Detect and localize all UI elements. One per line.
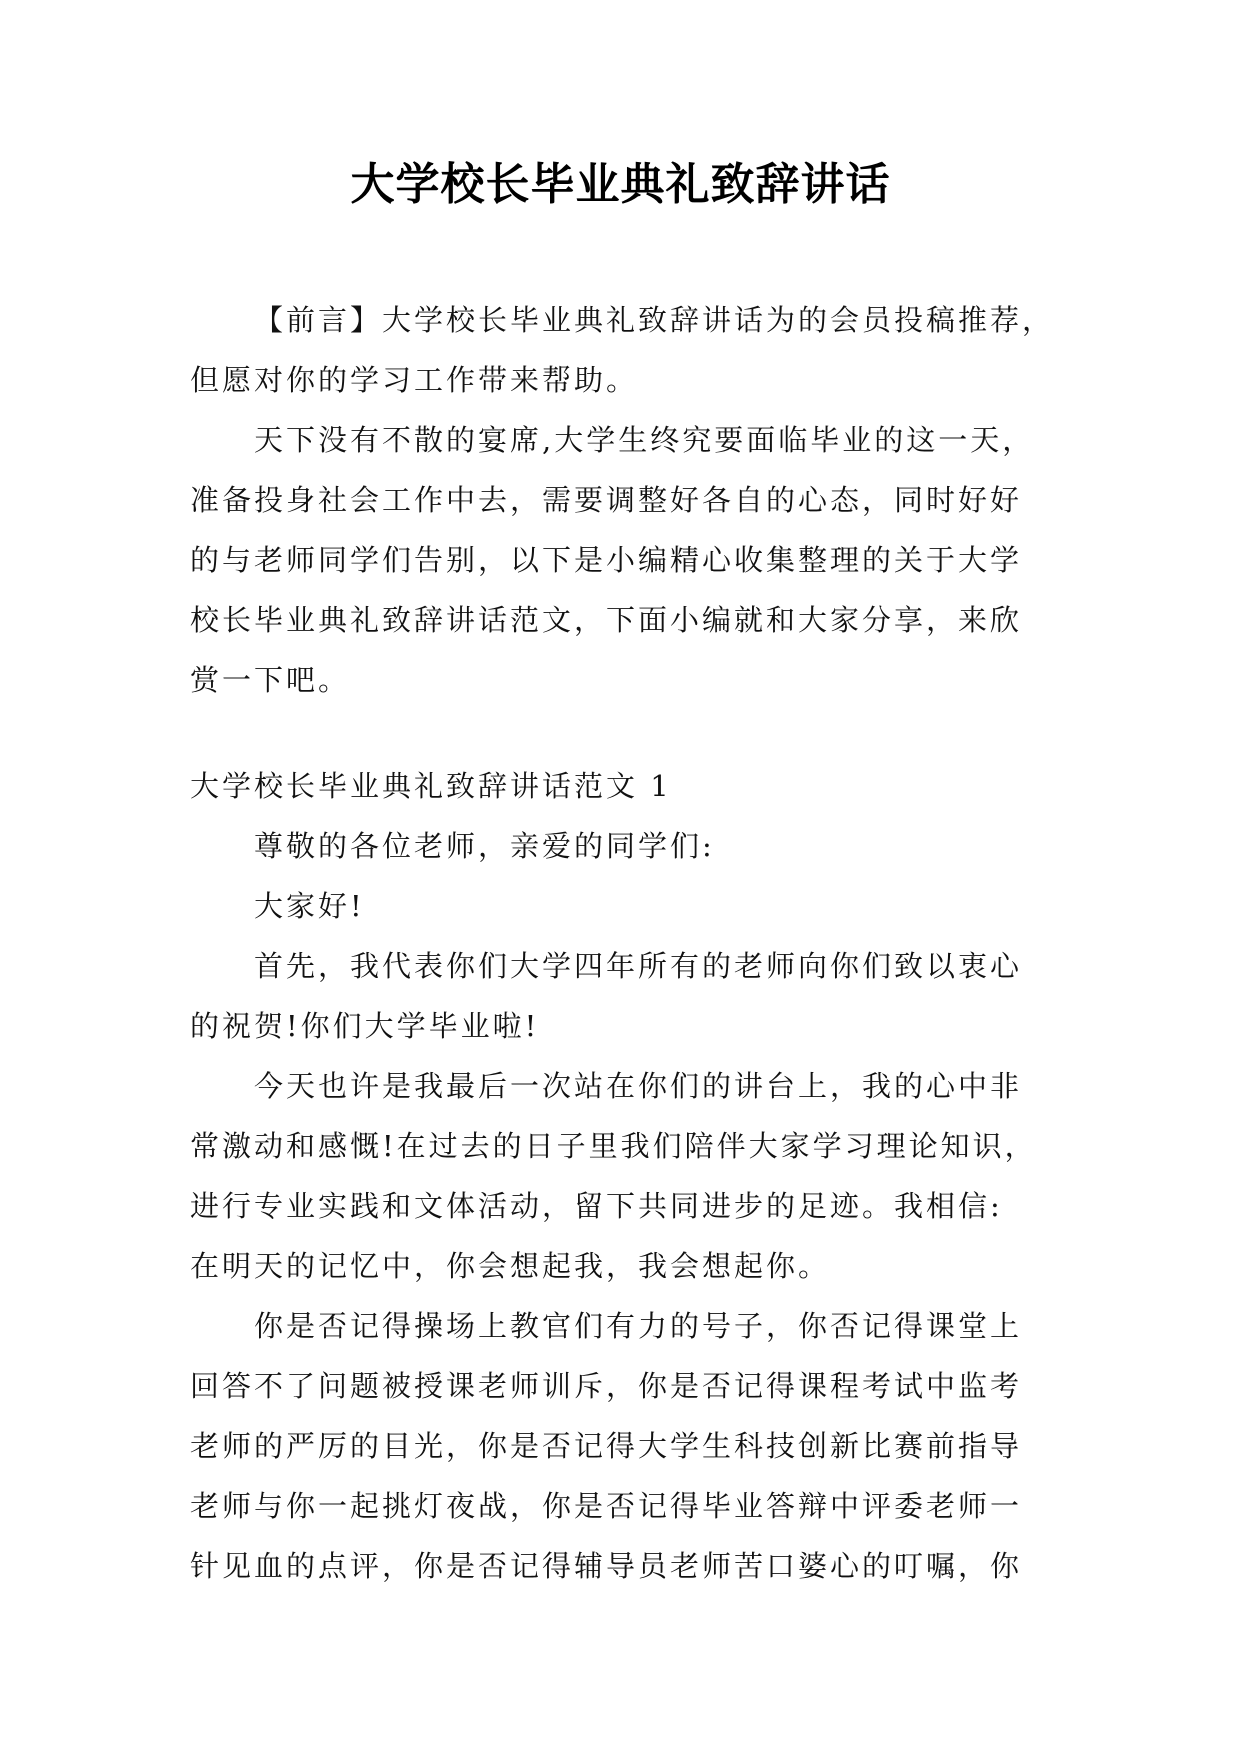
paragraph-line: 今天也许是我最后一次站在你们的讲台上，我的心中非 bbox=[254, 1069, 1023, 1103]
section-heading: 大学校长毕业典礼致辞讲话范文 1 bbox=[190, 769, 672, 803]
intro-section bbox=[190, 290, 1055, 710]
paragraph-line: 针见血的点评，你是否记得辅导员老师苦口婆心的叮嘱，你 bbox=[190, 1549, 1023, 1583]
speech-greeting: 大家好! bbox=[254, 889, 365, 923]
summary-line: 的与老师同学们告别，以下是小编精心收集整理的关于大学 bbox=[190, 543, 1023, 577]
paragraph-line: 回答不了问题被授课老师训斥，你是否记得课程考试中监考 bbox=[190, 1369, 1023, 1403]
summary-line: 准备投身社会工作中去，需要调整好各自的心态，同时好好 bbox=[190, 483, 1023, 517]
speech-paragraph-1 bbox=[190, 936, 1052, 1056]
speech-paragraph-2 bbox=[190, 1056, 1052, 1296]
speech-section bbox=[190, 756, 1052, 1596]
paragraph-line: 在明天的记忆中，你会想起我，我会想起你。 bbox=[190, 1249, 831, 1283]
document-title: 大学校长毕业典礼致辞讲话 bbox=[350, 159, 891, 210]
paragraph-line: 进行专业实践和文体活动，留下共同进步的足迹。我相信: bbox=[190, 1189, 1003, 1223]
preface-line: 但愿对你的学习工作带来帮助。 bbox=[190, 363, 639, 397]
speech-paragraph-3 bbox=[190, 1296, 1052, 1596]
paragraph-line: 老师与你一起挑灯夜战，你是否记得毕业答辩中评委老师一 bbox=[190, 1489, 1023, 1523]
preface-line: 【前言】大学校长毕业典礼致辞讲话为的会员投稿推荐， bbox=[254, 303, 1055, 337]
speech-salutation: 尊敬的各位老师，亲爱的同学们: bbox=[254, 829, 715, 863]
summary-paragraph bbox=[190, 410, 1052, 710]
preface-paragraph bbox=[190, 290, 1055, 410]
paragraph-line: 常激动和感慨!在过去的日子里我们陪伴大家学习理论知识， bbox=[190, 1129, 1037, 1163]
paragraph-line: 你是否记得操场上教官们有力的号子，你否记得课堂上 bbox=[254, 1309, 1023, 1343]
summary-line: 校长毕业典礼致辞讲话范文，下面小编就和大家分享，来欣 bbox=[190, 603, 1023, 637]
paragraph-line: 老师的严厉的目光，你是否记得大学生科技创新比赛前指导 bbox=[190, 1429, 1023, 1463]
summary-line: 赏一下吧。 bbox=[190, 663, 351, 697]
paragraph-line: 的祝贺!你们大学毕业啦! bbox=[190, 1009, 540, 1043]
summary-line: 天下没有不散的宴席,大学生终究要面临毕业的这一天， bbox=[254, 423, 1035, 457]
paragraph-line: 首先，我代表你们大学四年所有的老师向你们致以衷心 bbox=[254, 949, 1023, 983]
